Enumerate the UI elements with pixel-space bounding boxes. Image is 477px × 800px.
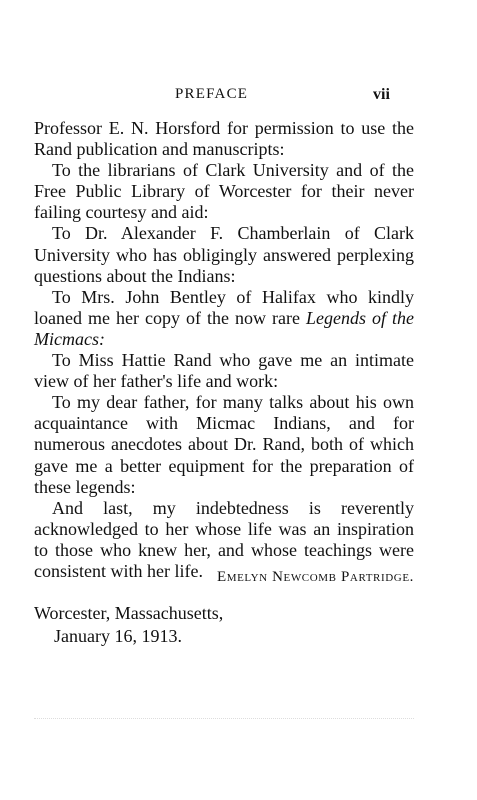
book-title: Legends of the Micmacs: bbox=[34, 307, 414, 349]
paragraph-chamberlain: To Dr. Alexander F. Chamberlain of Clark University who has obligingly answered perplexing questions about the Indians: bbox=[34, 223, 414, 286]
preface-body bbox=[34, 118, 414, 582]
place-date bbox=[34, 602, 223, 648]
running-head bbox=[0, 86, 477, 106]
paragraph-dedication: And last, my indebtedness is reverently acknowledged to her whose life was an inspiration to those who knew her, and whose teachings were consistent with her life. bbox=[34, 497, 414, 581]
place-line: Worcester, Massachusetts, bbox=[34, 603, 224, 623]
paragraph-clark-librarians: To the librarians of Clark University and of the Free Public Library of Worcester for their never failing courtesy and aid: bbox=[34, 160, 414, 223]
paragraph-bentley-text: To Mrs. John Bentley of Halifax who kindly loaned me her copy of the now rare bbox=[34, 286, 414, 328]
paragraph-hattie-rand: To Miss Hattie Rand who gave me an intimate view of her father's life and work: bbox=[34, 350, 414, 392]
date-line: January 16, 1913. bbox=[54, 626, 182, 646]
running-title: PREFACE bbox=[175, 86, 249, 102]
paragraph-bentley bbox=[34, 287, 414, 350]
page-number: vii bbox=[373, 86, 390, 103]
author-signature: Emelyn Newcomb Partridge. bbox=[216, 569, 414, 585]
paragraph-father: To my dear father, for many talks about his own acquaintance with Micmac Indians, and for numerous anecdotes about Dr. Rand, both of which gave me a better equipment for the preparation of these legends: bbox=[34, 392, 414, 497]
paragraph-horsford: Professor E. N. Horsford for permission to use the Rand publication and manuscripts: bbox=[34, 118, 414, 160]
bleed-through-marks bbox=[34, 718, 414, 719]
